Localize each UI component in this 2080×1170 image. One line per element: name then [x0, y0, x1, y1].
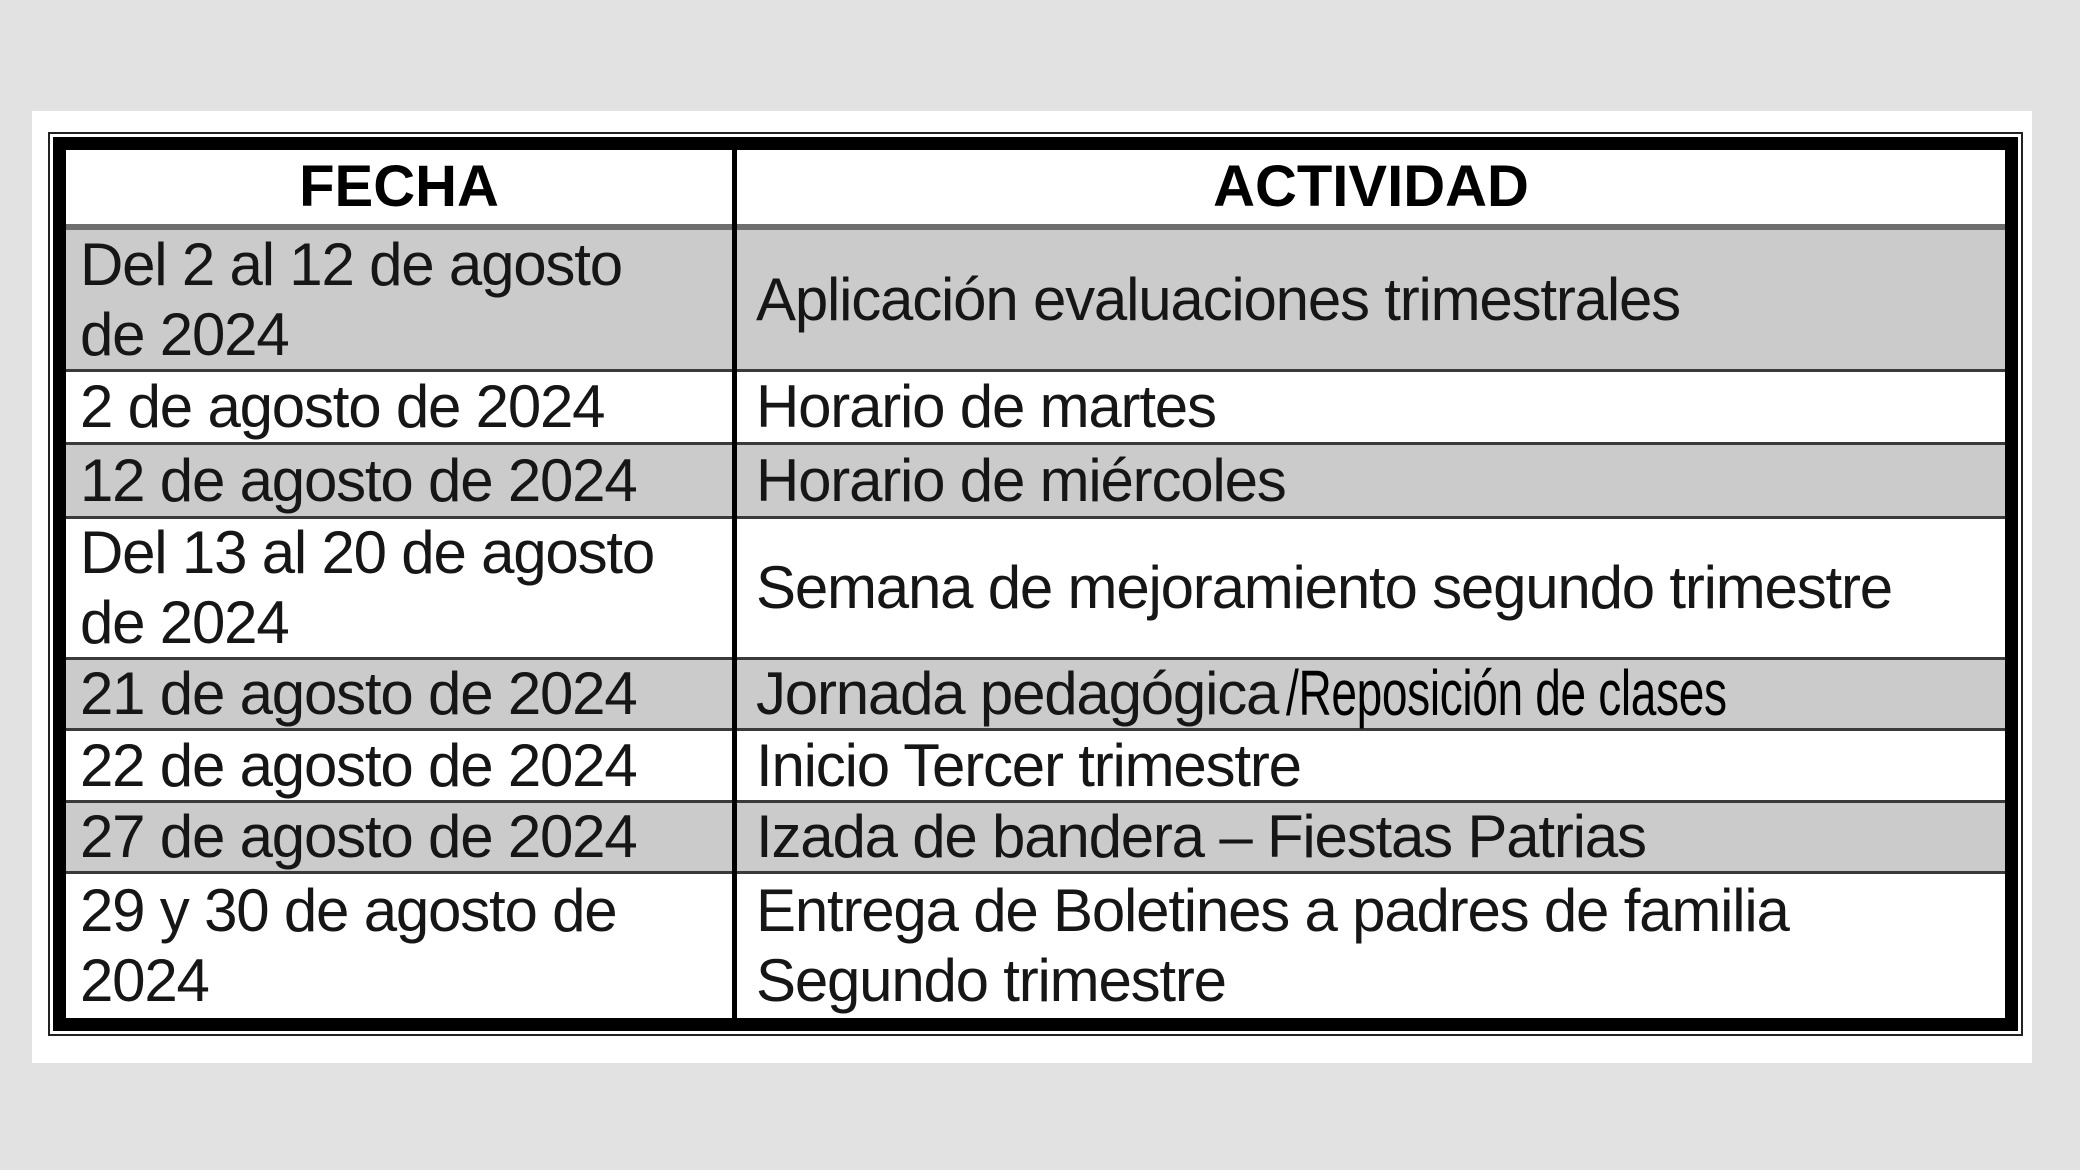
date-text: 21 de agosto de 2024 — [80, 660, 637, 727]
date-line-2: de 2024 — [80, 589, 289, 656]
date-cell — [80, 372, 720, 442]
activity-cell — [756, 731, 1996, 800]
activity-cell — [756, 445, 1996, 516]
activity-cell — [756, 372, 1996, 442]
date-text: 27 de agosto de 2024 — [80, 803, 637, 870]
date-line-1: Del 13 al 20 de agosto — [80, 519, 655, 586]
date-line-2: de 2024 — [80, 300, 289, 368]
date-line-1: Del 2 al 12 de agosto — [80, 230, 622, 298]
activity-text: Semana de mejoramiento segundo trimestre — [756, 554, 1892, 621]
activity-overlay-text: /Reposición de clases — [1286, 657, 1727, 729]
table-row — [66, 803, 2005, 874]
date-cell — [80, 660, 720, 728]
date-text: 2 de agosto de 2024 — [80, 373, 605, 440]
activity-cell — [756, 657, 1996, 729]
column-divider — [732, 150, 737, 1018]
activity-line-1: Entrega de Boletines a padres de familia — [756, 877, 1789, 944]
activity-cell — [756, 230, 1996, 369]
activity-text: Jornada pedagógica — [756, 660, 1279, 727]
date-text: 22 de agosto de 2024 — [80, 731, 637, 799]
activity-line-2: Segundo trimestre — [756, 947, 1226, 1014]
date-cell — [80, 731, 720, 800]
activity-overlay-wrapper — [1286, 658, 1898, 730]
date-cell — [80, 874, 720, 1018]
date-line-1: 29 y 30 de agosto de — [80, 877, 617, 944]
table-row — [66, 874, 2005, 1018]
date-cell — [80, 803, 720, 871]
date-cell — [80, 230, 720, 369]
table-row — [66, 230, 2005, 372]
activity-text: Horario de miércoles — [756, 446, 1286, 514]
date-text: 12 de agosto de 2024 — [80, 446, 637, 514]
activity-text: Aplicación evaluaciones trimestrales — [756, 265, 1680, 333]
table-row — [66, 519, 2005, 660]
table-header-row — [66, 150, 2005, 230]
schedule-table — [66, 150, 2005, 1018]
column-header-fecha: FECHA — [299, 154, 499, 219]
activity-text: Horario de martes — [756, 373, 1216, 440]
activity-cell — [756, 803, 1996, 871]
date-cell — [80, 519, 720, 657]
date-cell — [80, 445, 720, 516]
table-row — [66, 731, 2005, 803]
table-row — [66, 372, 2005, 445]
activity-cell — [756, 874, 1996, 1018]
date-line-2: 2024 — [80, 947, 209, 1014]
activity-text: Inicio Tercer trimestre — [756, 731, 1301, 799]
activity-text: Izada de bandera – Fiestas Patrias — [756, 803, 1646, 870]
table-row — [66, 445, 2005, 519]
table-row — [66, 657, 2005, 731]
column-header-actividad: ACTIVIDAD — [1213, 154, 1529, 219]
activity-cell — [756, 519, 1996, 657]
